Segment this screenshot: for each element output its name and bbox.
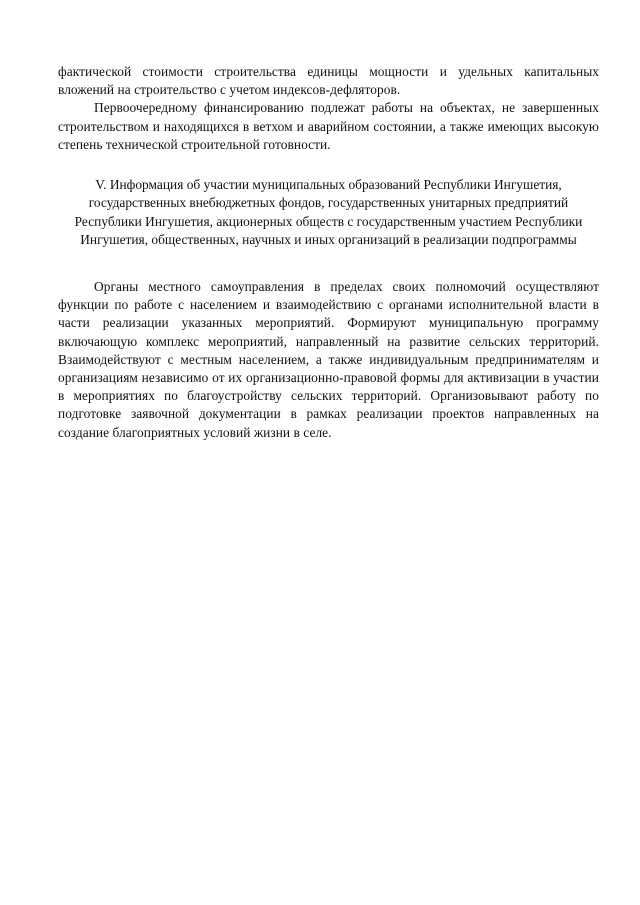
section-heading: V. Информация об участии муниципальных образований Республики Ингушетия, государственных внебюджетных фондов, государственных унитарных предприятий Республики Ингушетия, акционерных обществ с государственным участием Республики Ингушетия, общественных, научных и иных организаций в реализации подпрограммы bbox=[74, 177, 583, 248]
paragraph-continuation: фактической стоимости строительства единицы мощности и удельных капитальных вложений на строительство с учетом индексов-дефляторов. bbox=[58, 64, 599, 98]
paragraph-financing-priority: Первоочередному финансированию подлежат работы на объектах, не завершенных строительством и находящихся в ветхом и аварийном состоянии, а также имеющих высокую степень технической строительной готовности. bbox=[58, 100, 599, 152]
section-body bbox=[58, 278, 599, 442]
paragraph-local-government: Органы местного самоуправления в пределах своих полномочий осуществляют функции по работе с населением и взаимодействию с органами исполнительной власти в части реализации указанных мероприятий. Формируют муниципальную программу включающую комплекс мероприятий, направленный на развитие сельских территорий. Взаимодействуют с местным населением, а также индивидуальным предпринимателям и организациям независимо от их организационно-правовой формы для активизации в участии в мероприятиях по благоустройству сельских территорий. Организовывают работу по подготовке заявочной документации в рамках реализации проектов направленных на создание благоприятных условий жизни в селе. bbox=[58, 279, 599, 440]
intro-text bbox=[58, 63, 599, 154]
